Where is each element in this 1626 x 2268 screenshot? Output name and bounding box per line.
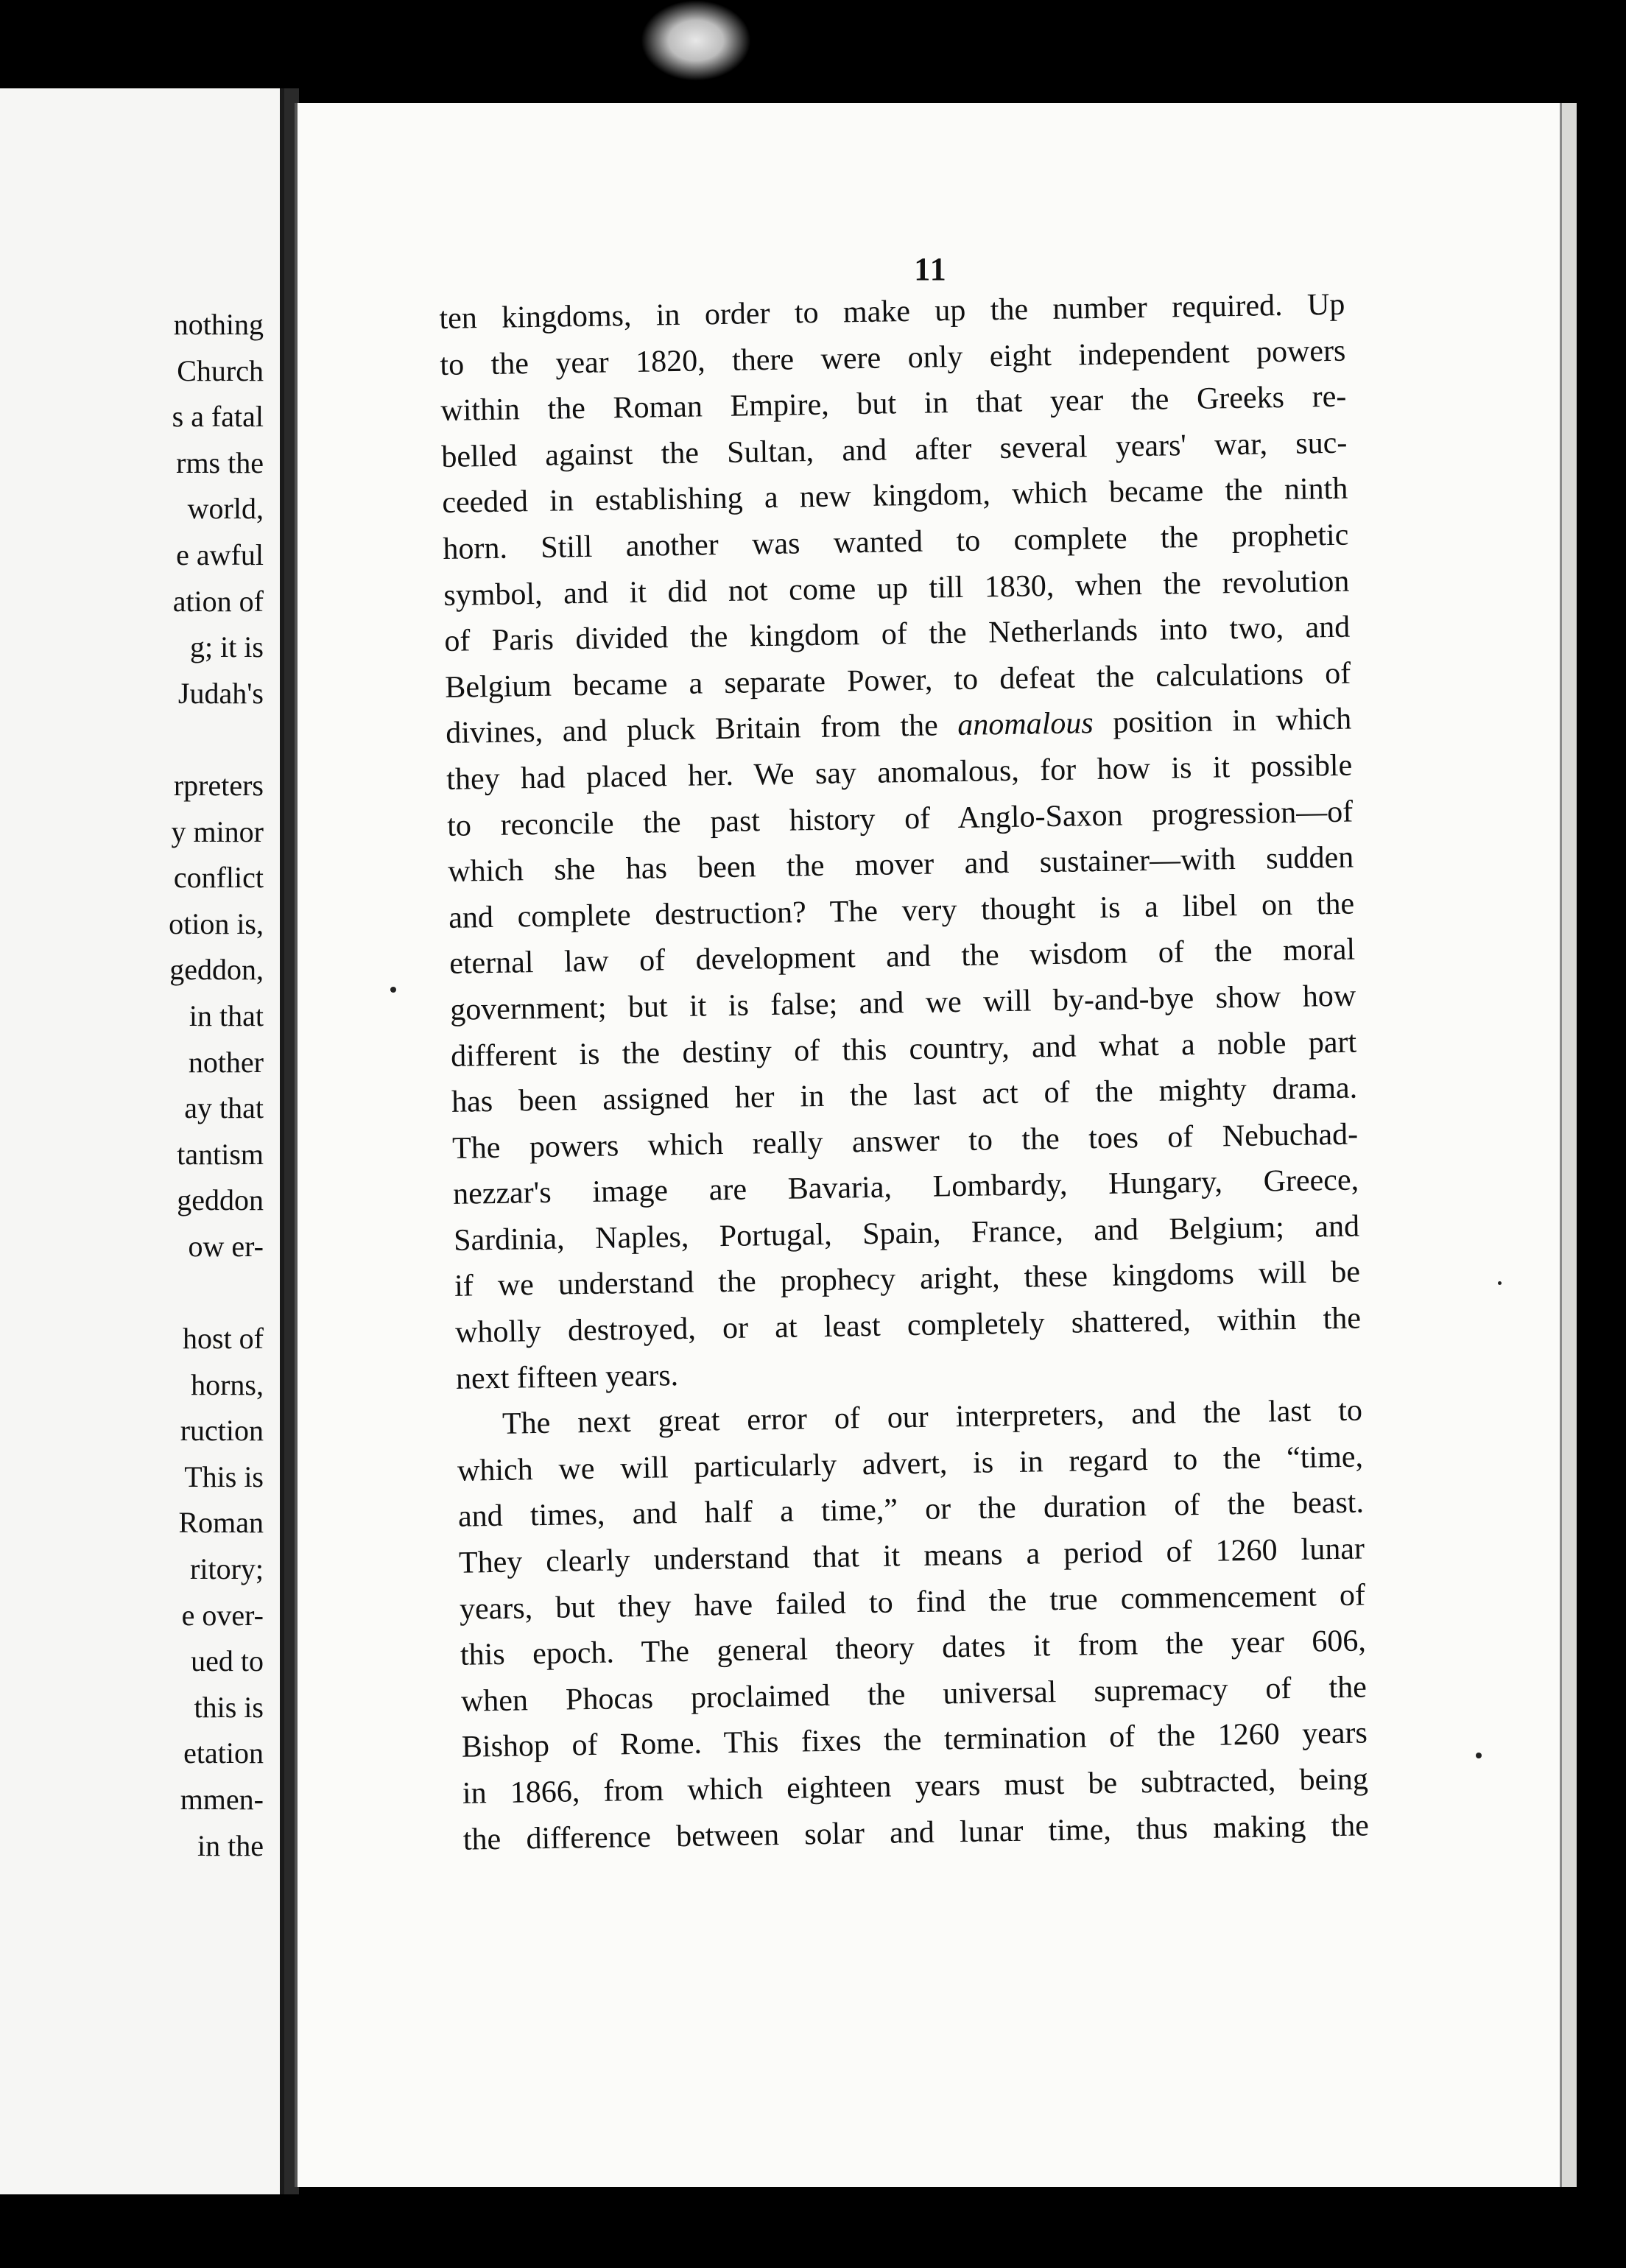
text-line: within the Roman Empire, but in that year the Greeks re- <box>440 379 1347 429</box>
text-line: symbol, and it did not come up till 1830, when the revolution <box>443 564 1350 613</box>
text-segment: position in which <box>1112 702 1352 741</box>
body-text <box>439 277 1626 1863</box>
text-line: of Paris divided the kingdom of the Netherlands into two, and <box>444 610 1351 659</box>
scan-stain <box>641 0 751 81</box>
text-line: tantism <box>177 1137 264 1171</box>
text-line: horn. Still another was wanted to complete the prophetic <box>443 518 1349 566</box>
text-line: This is <box>184 1459 264 1493</box>
dust-speck <box>1498 1281 1502 1285</box>
text-line: ten kingdoms, in order to make up the number required. Up <box>439 287 1345 336</box>
text-line: horns, <box>191 1367 264 1401</box>
text-line: wholly destroyed, or at least completely shattered, within the <box>454 1301 1362 1350</box>
text-line: and complete destruction? The very thought is a libel on the <box>448 887 1355 935</box>
text-line: has been assigned her in the last act of the mighty drama. <box>451 1071 1358 1119</box>
text-line: rms the <box>176 446 264 479</box>
text-line: government; but it is false; and we will by-and-bye show how <box>449 979 1356 1027</box>
text-line: The powers which really answer to the toes of Nebuchad- <box>451 1117 1359 1166</box>
page-edge <box>1560 103 1577 2187</box>
text-line: Roman <box>178 1506 264 1540</box>
text-line: The next great error of our interpreters, and the last to <box>501 1393 1363 1442</box>
text-line: s a fatal <box>172 400 264 434</box>
text-line: ruction <box>180 1414 264 1448</box>
text-segment: divines, and pluck Britain from the <box>445 708 939 751</box>
text-line: otion is, <box>169 906 264 940</box>
text-line: geddon, <box>169 953 264 987</box>
text-line: geddon <box>177 1183 264 1217</box>
text-line: in the <box>197 1828 264 1862</box>
text-line: nezzar's image are Bavaria, Lombardy, Hungary, Greece, <box>452 1163 1359 1212</box>
page <box>295 103 1564 2187</box>
text-line: e over- <box>181 1598 264 1632</box>
text-line: conflict <box>173 861 264 895</box>
text-line <box>169 716 264 763</box>
dust-speck <box>1476 1753 1482 1758</box>
text-line: and times, and half a time,” or the duration of the beast. <box>457 1485 1365 1535</box>
text-line: etation <box>183 1736 264 1770</box>
text-line: different is the destiny of this country, and what a noble part <box>450 1025 1357 1074</box>
text-line: ow er- <box>188 1229 264 1263</box>
italic-word: anomalous <box>957 706 1094 743</box>
text-line: host of <box>183 1322 264 1356</box>
page-number: 11 <box>914 251 948 287</box>
text-line: which she has been the mover and sustainer—with sudden <box>447 840 1354 890</box>
text-line: ay that <box>184 1091 264 1125</box>
text-line: when Phocas proclaimed the universal supremacy of the <box>460 1670 1368 1719</box>
text-line: world, <box>187 492 264 526</box>
text-line: e awful <box>176 538 264 571</box>
text-line: nother <box>188 1045 264 1079</box>
text-line: this epoch. The general theory dates it from the year 606, <box>460 1624 1367 1672</box>
text-line: mmen- <box>180 1783 264 1816</box>
text-line: to reconcile the past history of Anglo-Saxon progression—of <box>446 795 1354 843</box>
text-line: next fifteen years. <box>455 1358 679 1396</box>
text-line: Bishop of Rome. This fixes the termination of the 1260 years <box>461 1716 1368 1765</box>
text-line <box>169 1269 264 1316</box>
text-line: They clearly understand that it means a period of 1260 lunar <box>458 1532 1365 1580</box>
text-line: nothing <box>173 308 264 341</box>
text-line: years, but they have failed to find the true commencement of <box>459 1578 1366 1627</box>
text-line: ceeded in establishing a new kingdom, which became the ninth <box>442 472 1348 521</box>
text-line: belled against the Sultan, and after several years' war, suc- <box>441 426 1348 474</box>
text-line: g; it is <box>189 630 264 664</box>
text-line: which we will particularly advert, is in regard to the “time, <box>457 1440 1364 1488</box>
text-line: ation of <box>172 584 264 618</box>
text-line: eternal law of development and the wisdom of the moral <box>448 932 1356 982</box>
text-line: y minor <box>171 814 264 848</box>
text-line: to the year 1820, there were only eight independent powers <box>440 334 1346 382</box>
text-line: they had placed her. We say anomalous, for how is it possible <box>446 748 1353 797</box>
text-line: Belgium became a separate Power, to defeat the calculations of <box>444 656 1351 705</box>
dust-speck <box>390 987 396 993</box>
text-line: the difference between solar and lunar time, thus making the <box>462 1809 1370 1857</box>
previous-page <box>0 88 284 2194</box>
text-line: ued to <box>191 1644 264 1678</box>
text-line: ritory; <box>190 1552 264 1586</box>
text-line: in 1866, from which eighteen years must be subtracted, being <box>462 1762 1369 1811</box>
text-line: Sardinia, Naples, Portugal, Spain, France, and Belgium; and <box>453 1209 1360 1258</box>
text-line: rpreters <box>173 768 264 802</box>
text-line: Judah's <box>177 676 264 710</box>
text-line: Church <box>177 353 264 387</box>
text-line: in that <box>189 999 264 1032</box>
text-line: if we understand the prophecy aright, these kingdoms will be <box>454 1255 1361 1304</box>
previous-page-text <box>169 302 264 1869</box>
text-line: this is <box>194 1690 264 1724</box>
